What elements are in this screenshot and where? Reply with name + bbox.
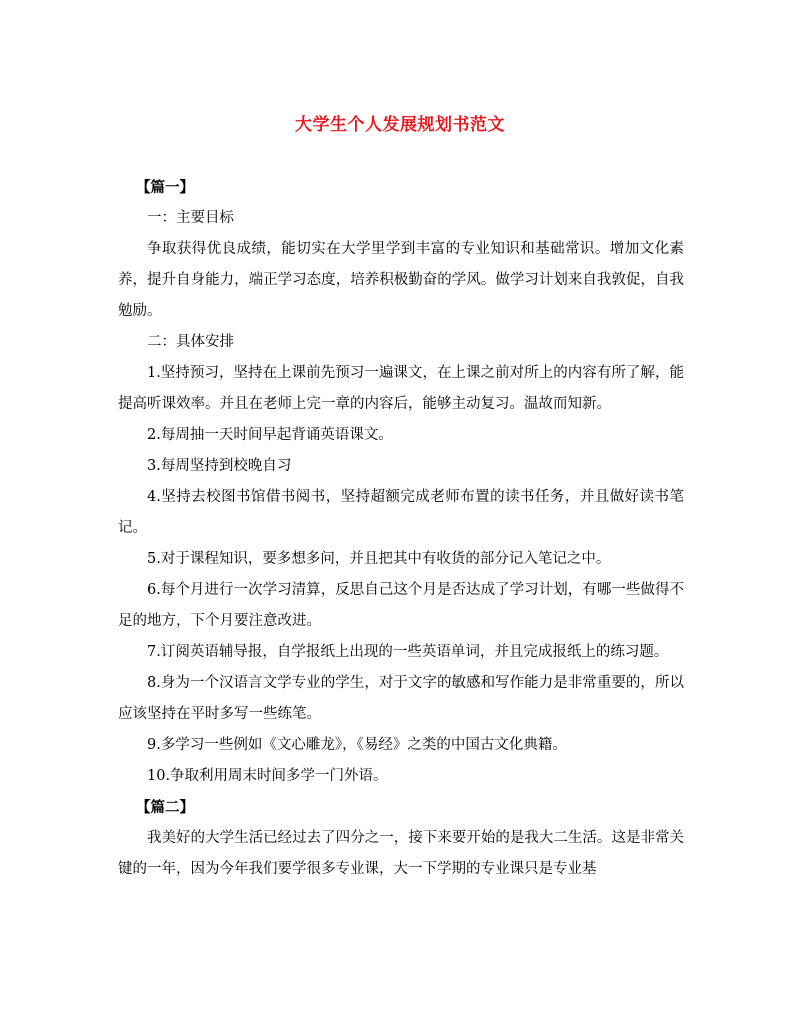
section-heading-1: 【篇一】 [136,179,194,196]
list-item: 6.每个月进行一次学习清算，反思自己这个月是否达成了学习计划，有哪一些做得不足的地方，下个月要注意改进。 [118,582,684,629]
paragraph: 我美好的大学生活已经过去了四分之一，接下来要开始的是我大二生活。这是非常关键的一年，因为今年我们要学很多专业课，大一下学期的专业课只是专业基 [118,830,684,877]
section-heading-2: 【篇二】 [136,799,194,816]
list-item: 1.坚持预习，坚持在上课前先预习一遍课文，在上课之前对所上的内容有所了解，能提高听课效率。并且在老师上完一章的内容后，能够主动复习。温故而知新。 [118,365,684,412]
list-item: 7.订阅英语辅导报，自学报纸上出现的一些英语单词，并且完成报纸上的练习题。 [147,644,669,660]
paragraph: 二：具体安排 [147,334,234,350]
list-item: 9.多学习一些例如《文心雕龙》，《易经》之类的中国古文化典籍。 [147,737,567,753]
document-title: 大学生个人发展规划书范文 [295,115,505,135]
paragraph: 争取获得优良成绩，能切实在大学里学到丰富的专业知识和基础常识。增加文化素养，提升自身能力，端正学习态度，培养积极勤奋的学风。做学习计划来自我敦促，自我勉励。 [118,241,684,319]
list-item: 3.每周坚持到校晚自习 [147,458,292,474]
list-item: 8.身为一个汉语言文学专业的学生，对于文字的敏感和写作能力是非常重要的，所以应该坚持在平时多写一些练笔。 [118,675,684,722]
list-item: 10.争取利用周末时间多学一门外语。 [147,768,388,784]
list-item: 4.坚持去校图书馆借书阅书，坚持超额完成老师布置的读书任务，并且做好读书笔记。 [118,489,684,536]
list-item: 2.每周抽一天时间早起背诵英语课文。 [147,427,393,443]
paragraph: 一：主要目标 [147,210,234,226]
list-item: 5.对于课程知识，要多想多问，并且把其中有收货的部分记入笔记之中。 [147,551,611,567]
document-body [118,172,684,885]
